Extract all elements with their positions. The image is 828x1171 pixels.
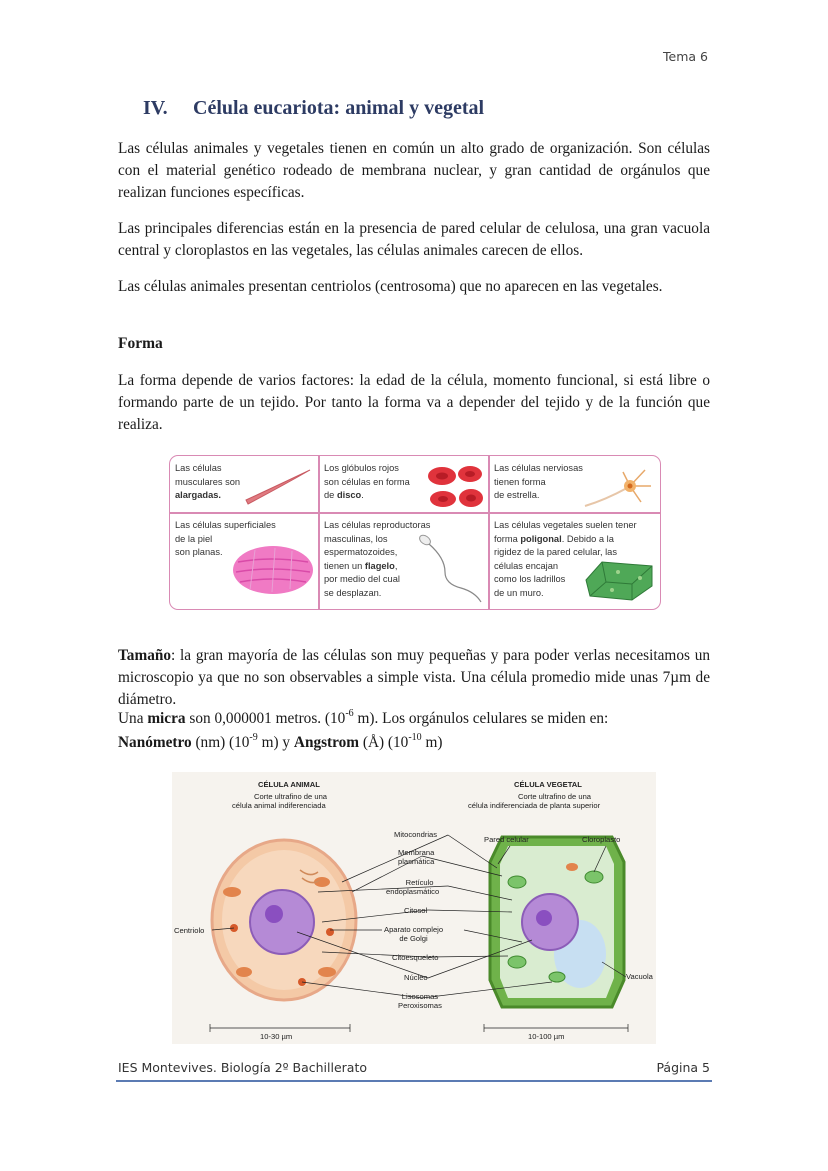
table-cell-red-blood: Los glóbulos rojos son células en forma de disco. <box>324 463 410 500</box>
table-cell-muscle: Las células musculares son alargadas. <box>175 463 241 500</box>
section-title <box>143 97 484 120</box>
label-membrana: Membrana plasmática <box>398 848 435 866</box>
table-cell-plant: Las células vegetales suelen tener forma poligonal. Debido a la rigidez de la pared celular, las células encajan como los ladrillos de un muro. <box>494 520 637 598</box>
header-tema: Tema 6 <box>663 49 708 64</box>
paragraph-1: Las células animales y vegetales tienen en común un alto grado de organización. Son células con el material genético rodeado de membrana nuclear, y gran cantidad de orgánulos que realizan funciones específicas. <box>118 140 710 201</box>
scale-animal: 10-30 µm <box>260 1032 293 1041</box>
label-vacuola: Vacuola <box>626 972 653 981</box>
paragraph-3: Las células animales presentan centriolos (centrosoma) que no aparecen en las vegetales. <box>118 278 663 295</box>
animal-cell-subtitle-1: Corte ultrafino de una <box>254 792 328 801</box>
paragraph-tamano: Tamaño: la gran mayoría de las células son muy pequeñas y para poder verlas necesitamos un microscopio ya que no son observables a simple vista. Una célula promedio mide unas 7µm de diámetro. <box>118 647 710 708</box>
cell-shapes-table <box>169 455 661 610</box>
red-blood-cell-illustration <box>425 462 487 510</box>
label-centriolo: Centriolo <box>174 926 205 935</box>
section-title-text: Célula eucariota: animal y vegetal <box>193 97 485 119</box>
paragraph-2: Las principales diferencias están en la presencia de pared celular de celulosa, una gran vacuola central y cloroplastos en las vegetales, las células animales carecen de ellos. <box>118 220 710 259</box>
footer-page-number: Página 5 <box>656 1060 710 1075</box>
section-number: IV. <box>143 97 168 119</box>
label-citoesqueleto: Citoesqueleto <box>392 953 439 962</box>
label-cloroplasto: Cloroplasto <box>582 835 621 844</box>
table-cell-sperm: Las células reproductoras masculinas, los espermatozoides, tienen un flagelo, por medio del cual se desplazan. <box>324 520 431 598</box>
label-nucleo: Núcleo <box>404 973 428 982</box>
table-cell-nerve: Las células nerviosas tienen forma de estrella. <box>494 463 583 500</box>
label-pared-celular: Pared celular <box>484 835 529 844</box>
scale-plant: 10-100 µm <box>528 1032 565 1041</box>
skin-cell-illustration <box>230 542 316 598</box>
forma-heading: Forma <box>118 335 163 352</box>
label-lisosomas: Lisosomas Peroxisomas <box>398 992 442 1010</box>
footer-left: IES Montevives. Biología 2º Bachillerato <box>118 1060 368 1075</box>
footer-rule <box>116 1080 712 1082</box>
animal-cell-subtitle-2: célula animal indiferenciada <box>232 801 326 810</box>
label-golgi: Aparato complejo de Golgi <box>384 925 444 943</box>
table-cell-skin: Las células superficiales de la piel son planas. <box>175 520 276 557</box>
plant-cell-illustration <box>582 556 656 604</box>
paragraph-micra: Una micra son 0,000001 metros. ($10^{-6}$ m). Los orgánulos celulares se miden en: Nanómetro (nm) ($10^{-9}$ m) y Angstrom (Å) ($10^{-10}$ m) <box>118 708 609 751</box>
sperm-cell-illustration <box>415 528 487 606</box>
paragraph-forma: La forma depende de varios factores: la edad de la célula, momento funcional, si está libre o formando parte de un tejido. Por tanto la forma va a depender del tejido y de la función que realiza. <box>118 372 710 433</box>
plant-cell-title: CÉLULA VEGETAL <box>514 780 582 789</box>
muscle-cell-illustration <box>242 466 314 506</box>
animal-cell-title: CÉLULA ANIMAL <box>258 780 320 789</box>
plant-cell-subtitle-2: célula indiferenciada de planta superior <box>468 801 601 810</box>
label-mitocondrias: Mitocondrias <box>394 830 438 839</box>
nerve-cell-illustration <box>575 460 655 510</box>
cell-diagram <box>172 772 656 1044</box>
label-citosol: Citosol <box>404 906 428 915</box>
label-reticulo: Retículo endoplasmático <box>386 878 440 896</box>
plant-cell-subtitle-1: Corte ultrafino de una <box>518 792 592 801</box>
